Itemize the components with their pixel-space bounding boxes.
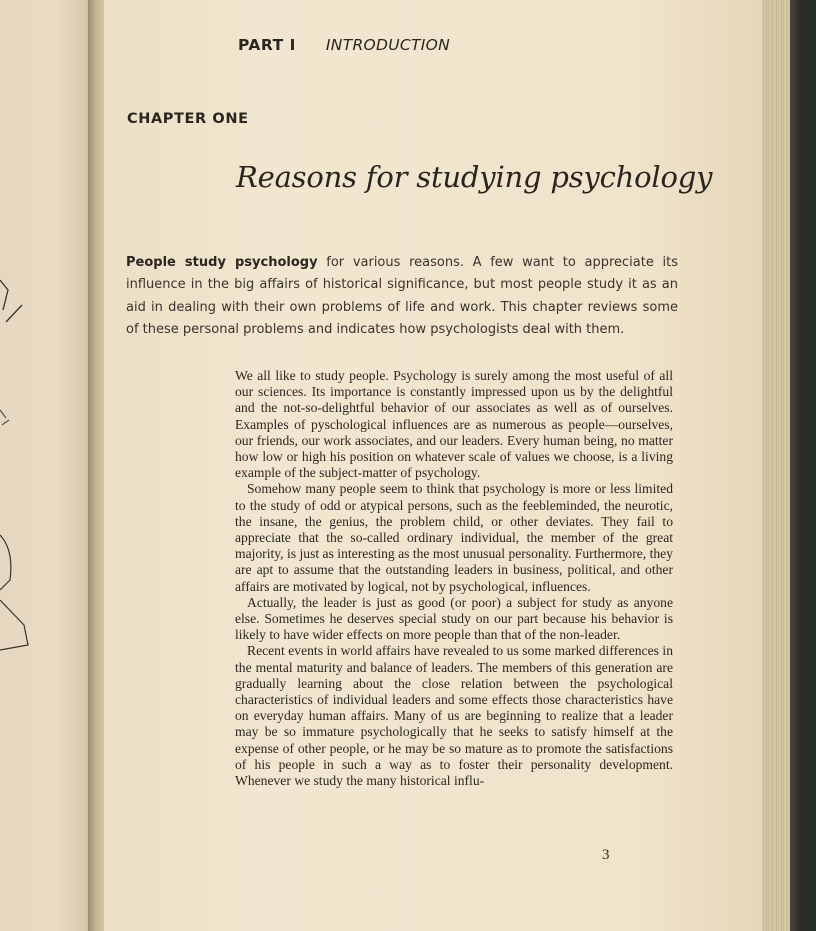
previous-page-edge xyxy=(0,0,100,931)
body-paragraph: Somehow many people seem to think that psychology is more or less limited to the study of odd or atypical persons, such as the feebleminded, the neurotic, the insane, the genius, the problem child, or other deviates. They fail to appreciate that the so-called ordinary individual, the member of the great majority, is just as interesting as the most unusual personality. Furthermore, they are apt to assume that the outstanding leaders in business, political, and other affairs are motivated by logical, not by psychological, influences. xyxy=(235,481,673,594)
page-number: 3 xyxy=(602,847,610,863)
body-text xyxy=(235,368,673,789)
part-title: INTRODUCTION xyxy=(325,36,451,54)
chapter-title: Reasons for studying psychology xyxy=(236,160,713,194)
running-header xyxy=(238,36,538,60)
body-paragraph: Recent events in world affairs have revealed to us some marked differences in the mental maturity and balance of leaders. The members of this generation are gradually learning about the close relation between the psychological characteristics of individual leaders and some effects those characteristics have on everyday human affairs. Many of us are beginning to realize that a leader may be so immature psychologically that he seeks to satisfy himself at the expense of other people, or he may be so mature as to promote the satisfactions of his people in such a way as to foster their personality development. Whenever we study the many historical influ- xyxy=(235,643,673,789)
body-paragraph: Actually, the leader is just as good (or poor) a subject for study as anyone else. Sometimes he deserves special study on our part because his behavior is likely to have wider effects on more people than that of the non-leader. xyxy=(235,594,673,643)
page-stack-edge xyxy=(762,0,790,931)
chapter-label: CHAPTER ONE xyxy=(127,111,249,127)
part-label: PART I xyxy=(238,36,296,54)
body-paragraph: We all like to study people. Psychology is surely among the most useful of all our sciences. Its importance is constantly impressed upon us by the delightful and the not-so-delightful behavior of our associates as well as of ourselves. Examples of pyschological influences are as numerous as people—ourselves, our friends, our work associates, and our leaders. Every human being, no matter how low or high his position on whatever scale of values we choose, is a living example of the subject-matter of psychology. xyxy=(235,368,673,481)
intro-text: for various reasons. A few want to appreciate its influence in the big affairs of historical significance, but most people study it as an aid in dealing with their own problems of life and work. This chapter reviews some of these personal problems and indicates how psychologists deal with them. xyxy=(126,255,678,337)
intro-paragraph xyxy=(126,252,678,341)
book-cover-edge xyxy=(790,0,816,931)
sketch-illustration-fragment xyxy=(0,250,30,670)
intro-lead: People study psychology xyxy=(126,255,318,270)
